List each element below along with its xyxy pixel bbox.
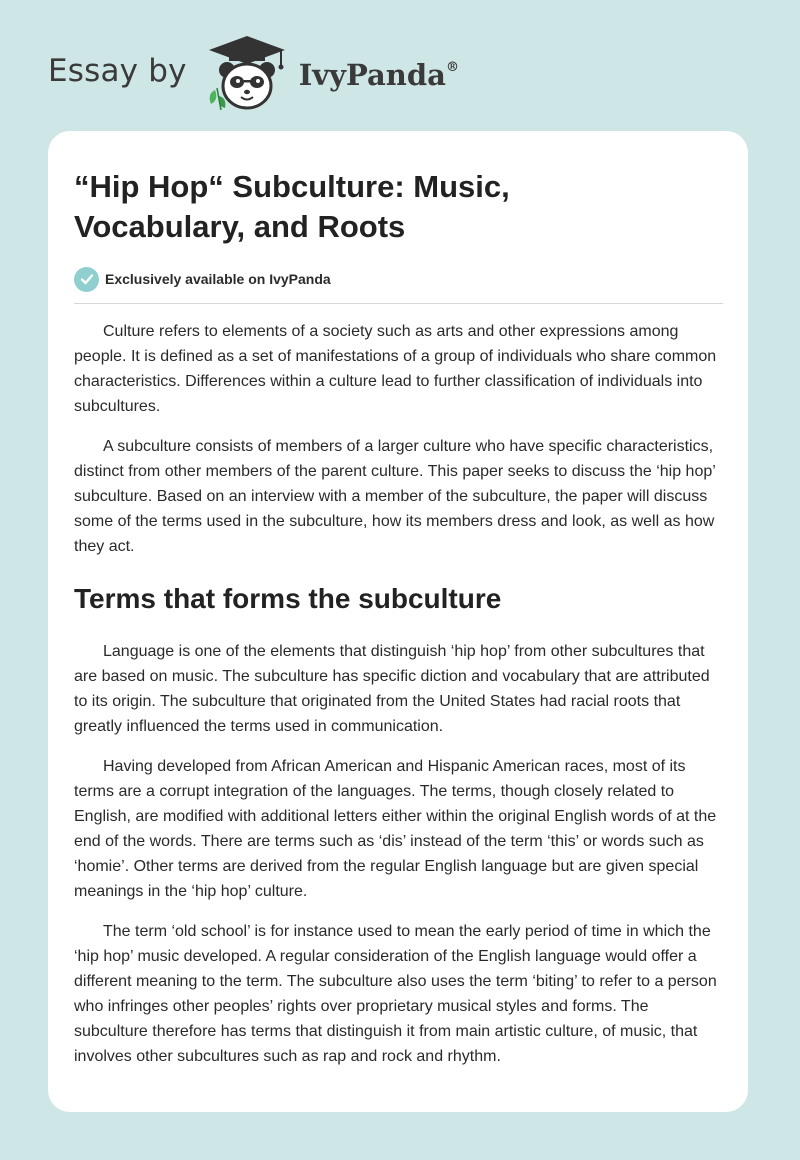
paragraph: The term ‘old school’ is for instance used to mean the early period of time in which the ‘hip hop’ music developed. A regular consideration of the English language would offer a different meaning to the term. The subculture also uses the term ‘biting’ to refer to a person who infringes other peoples’ rights over proprietary musical styles and forms. The subculture therefore has terms that distinguish it from main artistic culture, of music, that involves other subcultures such as rap and rock and rhythm. [74,923,717,1065]
trademark: ® [445,60,459,75]
article-title: “Hip Hop“ Subculture: Music, Vocabulary, and Roots [74,169,510,244]
essay-by-label: Essay by [48,53,187,89]
badge-text: Exclusively available on IvyPanda [105,271,331,287]
paragraph: Language is one of the elements that distinguish ‘hip hop’ from other subcultures that are based on music. The subculture has specific diction and vocabulary that are attributed to its origin. The subculture that originated from the United States had racial roots that greatly influenced the terms used in communication. [74,643,710,735]
divider [74,303,723,304]
panda-graduate-icon[interactable] [201,34,293,114]
checkmark-icon [74,267,99,292]
paragraph: Culture refers to elements of a society such as arts and other expressions among people. It is defined as a set of manifestations of a group of individuals who share common characteristics. Differences within a culture lead to further classification of individuals into subcultures. [74,323,717,415]
paragraph: Having developed from African American and Hispanic American races, most of its terms are a corrupt integration of the languages. The terms, though closely related to English, are modified with additional letters either within the original English words of at the end of the words. There are terms such as ‘dis’ instead of the term ‘this’ or words such as ‘homie’. Other terms are derived from the regular English language but are given special meanings in the ‘hip hop’ culture. [74,758,717,900]
site-header [48,34,508,114]
brand-name-text: IvyPanda [298,58,446,92]
exclusive-badge [74,266,722,292]
section-heading: Terms that forms the subculture [74,583,502,614]
paragraph: A subculture consists of members of a larger culture who have specific characteristics, distinct from other members of the parent culture. This paper seeks to discuss the ‘hip hop’ subculture. Based on an interview with a member of the subculture, the paper will discuss some of the terms used in the subculture, how its members dress and look, as well as how they act. [74,438,716,555]
article-card [48,131,748,1112]
brand-name[interactable] [299,58,459,92]
